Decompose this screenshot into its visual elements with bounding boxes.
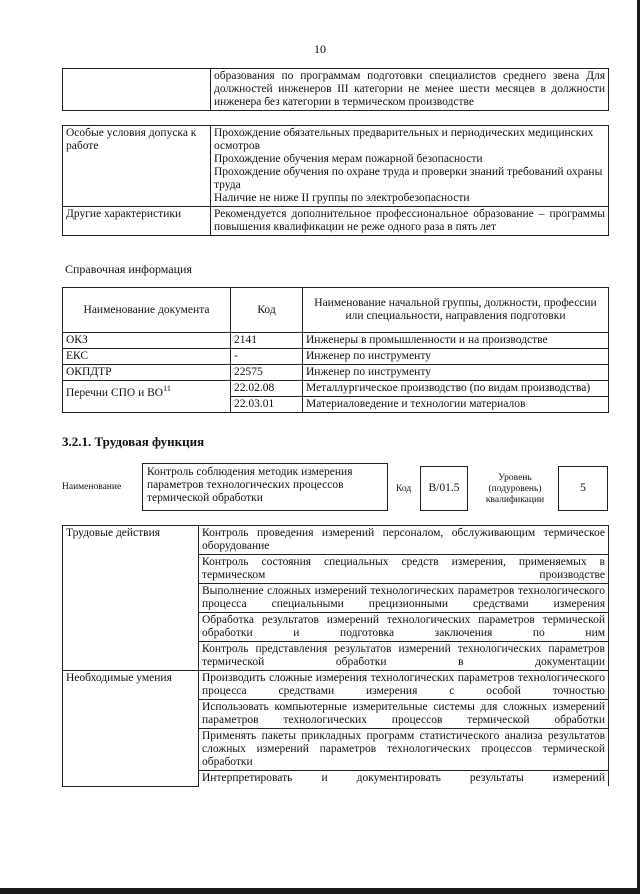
condition-line: Наличие не ниже II группы по электробезопасности (214, 192, 470, 204)
conditions-table (62, 125, 609, 236)
row-code: 22575 (231, 365, 303, 381)
row-name: Инженер по инструменту (303, 349, 609, 365)
row-name: Металлургическое производство (по видам производства) (303, 381, 609, 397)
row-code: 22.02.08 (231, 381, 303, 397)
education-continuation-table (62, 68, 609, 111)
reference-table (62, 287, 609, 413)
conditions-values (211, 126, 609, 207)
conditions-row-other (63, 207, 609, 236)
level-label: Уровень (подуровень) квалификации (485, 473, 545, 505)
row-code: 22.03.01 (231, 397, 303, 413)
level-value-box: 5 (558, 466, 608, 511)
footnote-marker: 11 (163, 384, 171, 393)
row-doc: ОКПДТР (63, 365, 231, 381)
table-row (63, 526, 609, 555)
education-requirements-text: образования по программам подготовки специалистов среднего звена Для должностей инженеров III категории не менее шести месяцев в должности инженера без категории в термическом производстве (211, 69, 609, 111)
code-label: Код (396, 484, 412, 494)
condition-line: Прохождение обучения мерам пожарной безопасности (214, 153, 483, 165)
row-code: - (231, 349, 303, 365)
skill-item: Использовать компьютерные измерительные системы для сложных измерений параметров технологических процессов термической обработки (199, 700, 609, 729)
action-item: Выполнение сложных измерений технологических параметров технологического процесса специальными прецизионными средствами измерения (199, 584, 609, 613)
name-label: Наименование (62, 482, 122, 492)
conditions-row-admission (63, 126, 609, 207)
header-group-name: Наименование начальной группы, должности, профессии или специальности, направления подготовки (303, 288, 609, 333)
function-name-box: Контроль соблюдения методик измерения параметров технологических процессов термической обработки (142, 463, 388, 511)
table-row (63, 333, 609, 349)
section-title: 3.2.1. Трудовая функция (62, 434, 205, 449)
header-document: Наименование документа (63, 288, 231, 333)
action-item: Контроль проведения измерений персоналом, обслуживающим термическое оборудование (199, 526, 609, 555)
function-code-box: B/01.5 (420, 466, 468, 511)
table-row (63, 349, 609, 365)
labor-function-table (62, 525, 609, 787)
table-row (63, 365, 609, 381)
skill-item: Применять пакеты прикладных программ статистического анализа результатов сложных измерений параметров технологических процессов термической обработки (199, 729, 609, 771)
reference-title: Справочная информация (65, 262, 192, 276)
row-doc-text: Перечни СПО и ВО (66, 386, 164, 399)
table-row (63, 671, 609, 700)
conditions-label: Особые условия допуска к работе (63, 126, 211, 207)
row-doc: ЕКС (63, 349, 231, 365)
skill-item: Производить сложные измерения технологических параметров технологического процесса средствами измерения с особой точностью (199, 671, 609, 700)
page-number: 10 (314, 42, 326, 56)
group-label-skills: Необходимые умения (63, 671, 199, 787)
row-name: Инженеры в промышленности и на производстве (303, 333, 609, 349)
condition-line: Рекомендуется дополнительное профессиональное образование – программы повышения квалификации не реже одного раза в пять лет (214, 208, 605, 233)
condition-line: Прохождение обязательных предварительных и периодических медицинских осмотров (214, 127, 594, 152)
row-doc: ОКЗ (63, 333, 231, 349)
action-item: Контроль состояния специальных средств измерения, применяемых в термическом производстве (199, 555, 609, 584)
row-name: Инженер по инструменту (303, 365, 609, 381)
row-code: 2141 (231, 333, 303, 349)
action-item: Контроль представления результатов измерений технологических параметров термической обработки в документации (199, 642, 609, 671)
header-code: Код (231, 288, 303, 333)
row-doc (63, 381, 231, 413)
skill-item: Интерпретировать и документировать результаты измерений (199, 771, 609, 787)
scan-edge-bottom (0, 888, 640, 894)
row-name: Материаловедение и технологии материалов (303, 397, 609, 413)
reference-header-row (63, 288, 609, 333)
table-row (63, 381, 609, 397)
condition-line: Прохождение обучения по охране труда и проверки знаний требований охраны труда (214, 166, 603, 191)
empty-label-cell (63, 69, 211, 111)
group-label-actions: Трудовые действия (63, 526, 199, 671)
conditions-values (211, 207, 609, 236)
action-item: Обработка результатов измерений технологических параметров термической обработки и подготовка заключения по ним (199, 613, 609, 642)
conditions-label: Другие характеристики (63, 207, 211, 236)
